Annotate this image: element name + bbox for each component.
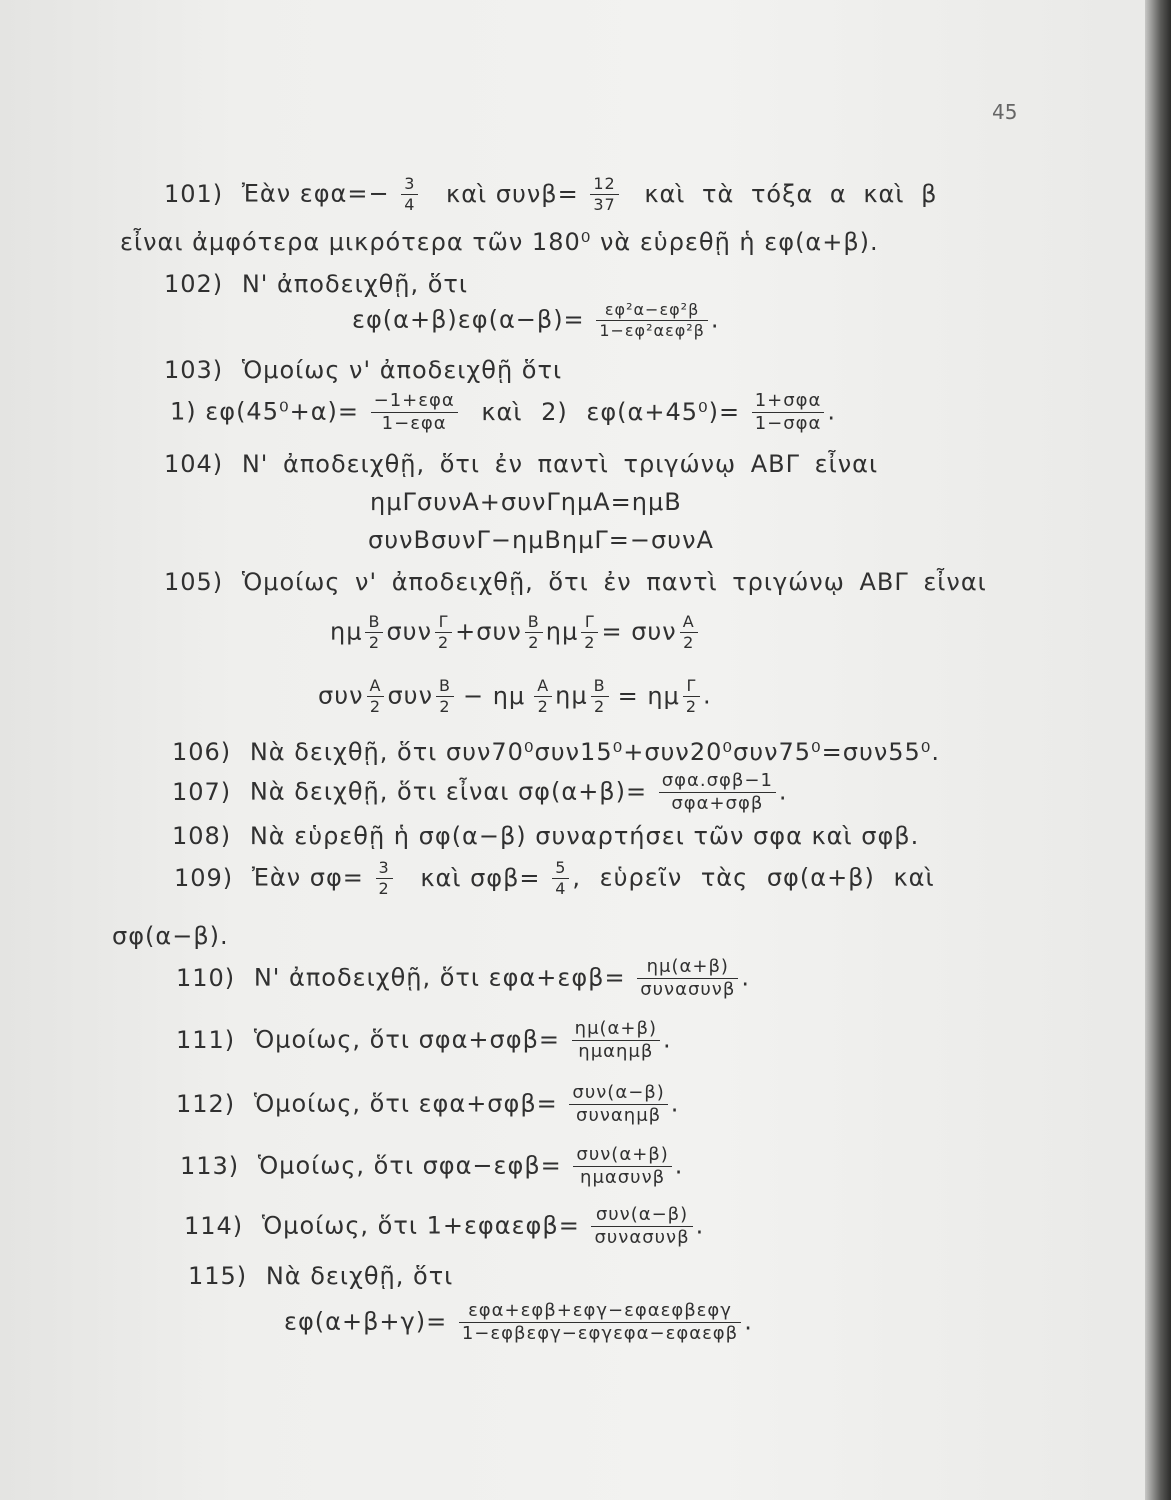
problem-number: 112)	[176, 1089, 236, 1118]
text: Νὰ δειχθῇ, ὅτι	[265, 1262, 454, 1290]
numerator: Α	[367, 676, 385, 697]
denominator: συνασυνβ	[594, 1227, 690, 1248]
page-edge-shadow	[1145, 0, 1171, 1500]
problem-104	[164, 450, 878, 478]
text: ημ	[330, 617, 363, 646]
denominator: ημαημβ	[578, 1041, 654, 1062]
denominator: 2	[439, 697, 451, 716]
problem-number: 105)	[164, 568, 224, 596]
text: Ὁμοίως ν' ἀποδειχθῇ ὅτι	[241, 356, 563, 384]
text: .	[663, 1025, 672, 1054]
text: .	[703, 681, 712, 710]
fraction	[637, 956, 738, 1001]
text: .	[710, 305, 720, 334]
fraction	[552, 858, 569, 899]
fraction	[573, 1144, 671, 1189]
problem-109	[174, 858, 935, 899]
problem-number: 108)	[172, 822, 232, 850]
denominator: 2	[368, 633, 381, 652]
equation-115	[284, 1300, 753, 1345]
text: ημ	[555, 681, 588, 710]
denominator: 1−σφα	[754, 413, 822, 434]
text: Ἐὰν εφα=−	[241, 179, 390, 208]
text: καὶ τὰ τόξα α καὶ β	[644, 179, 938, 208]
numerator: −1+εφα	[371, 390, 458, 413]
problem-number: 111)	[176, 1025, 236, 1054]
fraction	[376, 858, 393, 899]
numerator: 12	[590, 174, 618, 195]
fraction	[591, 676, 609, 717]
numerator: 1+σφα	[752, 390, 825, 413]
denominator: 1−εφβεφγ−εφγεφα−εφαεφβ	[461, 1323, 739, 1344]
fraction	[436, 676, 454, 717]
text: συν	[386, 617, 432, 646]
problem-102	[164, 270, 468, 298]
problem-number: 115)	[188, 1262, 248, 1290]
problem-101-line2: εἶναι ἀμφότερα μικρότερα τῶν 180⁰ νὰ εὑρεθῇ ἡ εφ(α+β).	[120, 228, 879, 256]
text: Ν' ἀποδειχθῇ, ὅτι εφα+εφβ=	[253, 963, 626, 992]
problem-108	[172, 822, 919, 850]
text: Νὰ δειχθῇ, ὅτι συν70⁰συν15⁰+συν20⁰συν75⁰=συν55⁰.	[249, 738, 941, 766]
text: .	[778, 777, 788, 806]
equation-104-2: συνΒσυνΓ−ημΒημΓ=−συνΑ	[368, 526, 714, 554]
equation-103	[170, 390, 836, 435]
text: .	[744, 1307, 753, 1336]
fraction	[459, 1300, 741, 1345]
problem-113	[180, 1144, 683, 1189]
numerator: 3	[401, 174, 418, 195]
numerator: σφα.σφβ−1	[659, 770, 776, 793]
fraction	[367, 676, 385, 717]
text: Νὰ δειχθῇ, ὅτι εἶναι σφ(α+β)=	[249, 777, 648, 806]
numerator: συν(α−β)	[591, 1204, 692, 1227]
numerator: 5	[552, 858, 569, 879]
denominator: 2	[594, 697, 606, 716]
problem-number: 109)	[174, 863, 234, 892]
fraction	[371, 390, 458, 435]
text: 1) εφ(45⁰+α)=	[170, 397, 359, 426]
problem-106	[172, 738, 940, 766]
equation-102	[352, 300, 720, 341]
fraction	[525, 612, 543, 653]
denominator: συναημβ	[576, 1105, 662, 1126]
fraction	[365, 612, 383, 653]
fraction	[581, 612, 598, 653]
numerator: συν(α+β)	[573, 1144, 671, 1167]
text: = ημ	[617, 681, 680, 710]
problem-111	[176, 1018, 672, 1063]
problem-number: 103)	[164, 356, 224, 384]
problem-107	[172, 770, 788, 815]
denominator: 2	[528, 633, 540, 652]
numerator: Β	[591, 676, 609, 697]
equation-104-1: ημΓσυνΑ+συνΓημΑ=ημΒ	[370, 488, 682, 516]
numerator: ημ(α+β)	[637, 956, 738, 979]
text: Ν' ἀποδειχθῇ, ὅτι ἐν παντὶ τριγώνῳ ΑΒΓ εἶναι	[241, 450, 879, 478]
text: Ὁμοίως ν' ἀποδειχθῇ, ὅτι ἐν παντὶ τριγώνῳ ΑΒΓ εἶναι	[241, 568, 987, 596]
problem-112	[176, 1082, 679, 1127]
denominator: 1−εφ²αεφ²β	[599, 321, 705, 340]
fraction	[590, 174, 618, 215]
text: καὶ 2) εφ(α+45⁰)=	[481, 397, 741, 426]
denominator: ημασυνβ	[580, 1167, 666, 1188]
numerator: εφ²α−εφ²β	[596, 300, 708, 321]
problem-105	[164, 568, 987, 596]
text: Ὁμοίως, ὅτι σφα−εφβ=	[257, 1151, 562, 1180]
fraction	[659, 770, 776, 815]
denominator: 2	[369, 697, 382, 716]
text: Ὁμοίως, ὅτι εφα+σφβ=	[253, 1089, 558, 1118]
denominator: 2	[537, 697, 549, 716]
fraction	[680, 612, 698, 653]
text: = συν	[601, 617, 677, 646]
problem-number: 113)	[180, 1151, 240, 1180]
text: Ὁμοίως, ὅτι 1+εφαεφβ=	[261, 1211, 580, 1240]
denominator: 2	[584, 633, 596, 652]
fraction	[435, 612, 452, 653]
numerator: Α	[534, 676, 552, 697]
denominator: 4	[404, 195, 416, 214]
text: Ν' ἀποδειχθῇ, ὅτι	[241, 270, 468, 298]
problem-number: 106)	[172, 738, 232, 766]
text: .	[695, 1211, 705, 1240]
denominator: συνασυνβ	[640, 979, 736, 1000]
text: Νὰ εὑρεθῇ ἡ σφ(α−β) συναρτήσει τῶν σφα καὶ σφβ.	[249, 822, 920, 850]
problem-number: 102)	[164, 270, 224, 298]
problem-109-line2: σφ(α−β).	[112, 922, 229, 950]
fraction	[569, 1082, 667, 1127]
numerator: Γ	[581, 612, 598, 633]
fraction	[401, 174, 418, 215]
equation-105-2	[318, 676, 712, 717]
text: Ὁμοίως, ὅτι σφα+σφβ=	[253, 1025, 561, 1054]
text: συν	[318, 681, 364, 710]
problem-110	[176, 956, 750, 1001]
text: .	[670, 1089, 680, 1118]
denominator: 37	[593, 195, 616, 214]
numerator: Α	[680, 612, 698, 633]
fraction	[572, 1018, 660, 1063]
numerator: Γ	[683, 676, 700, 697]
text: .	[741, 963, 750, 992]
text: καὶ συνβ=	[446, 179, 579, 208]
equation-105-1	[330, 612, 701, 653]
numerator: ημ(α+β)	[572, 1018, 660, 1041]
numerator: Β	[525, 612, 543, 633]
numerator: 3	[376, 858, 393, 879]
denominator: σφα+σφβ	[671, 793, 764, 814]
numerator: συν(α−β)	[569, 1082, 667, 1105]
text: συν	[387, 681, 433, 710]
denominator: 2	[683, 633, 695, 652]
text: +συν	[455, 617, 522, 646]
text: , εὑρεῖν τὰς σφ(α+β) καὶ	[572, 863, 935, 892]
problem-number: 110)	[176, 963, 236, 992]
problem-number: 114)	[184, 1211, 244, 1240]
problem-114	[184, 1204, 704, 1249]
fraction	[683, 676, 700, 717]
numerator: Γ	[435, 612, 452, 633]
text: εφ(α+β+γ)=	[284, 1307, 448, 1336]
text: .	[674, 1151, 684, 1180]
page-number: 45	[992, 100, 1018, 124]
text: ημ	[545, 617, 579, 646]
numerator: εφα+εφβ+εφγ−εφαεφβεφγ	[459, 1300, 741, 1323]
problem-101	[164, 174, 937, 215]
denominator: 2	[378, 879, 390, 898]
text: .	[827, 397, 837, 426]
text: εφ(α+β)εφ(α−β)=	[352, 305, 585, 334]
fraction	[752, 390, 825, 435]
problem-115	[188, 1262, 453, 1290]
numerator: Β	[436, 676, 454, 697]
text: − ημ	[462, 681, 526, 710]
fraction	[591, 1204, 692, 1249]
problem-number: 107)	[172, 777, 232, 806]
problem-number: 101)	[164, 179, 224, 208]
fraction	[534, 676, 552, 717]
text: Ἐὰν σφ=	[251, 863, 364, 892]
denominator: 2	[437, 633, 450, 652]
problem-103	[164, 356, 562, 384]
problem-number: 104)	[164, 450, 224, 478]
denominator: 4	[555, 879, 567, 898]
denominator: 2	[685, 697, 698, 716]
text: καὶ σφβ=	[420, 863, 541, 892]
fraction	[596, 300, 708, 341]
denominator: 1−εφα	[381, 413, 447, 434]
numerator: Β	[365, 612, 383, 633]
